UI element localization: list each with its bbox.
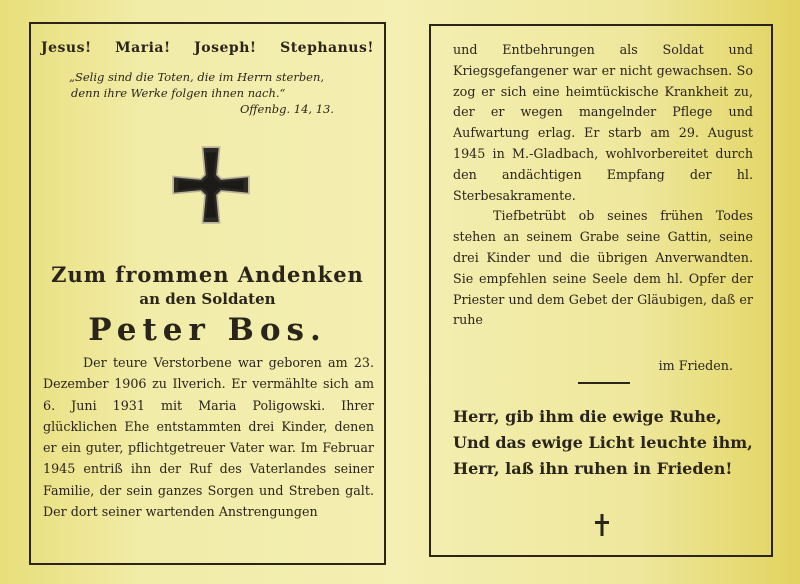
prayer-line-3: Herr, laß ihn ruhen in Frieden!: [453, 459, 733, 478]
biography-text: [43, 352, 374, 522]
obituary-paragraph-1: und Entbehrungen als Soldat und Kriegsgefangener war er nicht gewachsen. So zog er sich eine heimtückische Krankheit zu, der er wegen mangelnder Pflege und Aufwartung erlag. Er starb am 29. August 1945 in M.-Gladbach, wohlvorbereitet durch den andächtigen Empfang der hl. Sterbesakramente.: [453, 42, 753, 203]
saint-jesus: Jesus!: [41, 40, 92, 56]
saints-invocation: [41, 40, 374, 56]
memorial-subheading: an den Soldaten: [139, 290, 276, 308]
right-panel: [429, 24, 773, 557]
quote-reference: Offenbg. 14, 13.: [239, 102, 334, 116]
obituary-paragraph-2: Tiefbetrübt ob seines frühen Todes stehen an seinem Grabe seine Gattin, seine drei Kinder und die übrigen Anverwandten. Sie empfehlen seine Seele dem hl. Opfer der Priester und dem Gebet der Gläubigen, daß er ruhe: [453, 208, 753, 328]
obituary-text: [453, 40, 753, 331]
quote-line-1: „Selig sind die Toten, die im Herrn sterben,: [69, 70, 325, 84]
bible-quote: [69, 69, 370, 117]
divider-rule: [578, 382, 630, 384]
saint-stephanus: Stephanus!: [280, 40, 374, 56]
small-cross-icon: [594, 514, 610, 536]
saint-joseph: Joseph!: [194, 40, 257, 56]
deceased-name: Peter Bos.: [88, 312, 327, 348]
prayer-line-1: Herr, gib ihm die ewige Ruhe,: [453, 407, 722, 426]
prayer-text: [453, 404, 757, 482]
saint-maria: Maria!: [115, 40, 171, 56]
left-panel: [29, 22, 386, 565]
prayer-line-2: Und das ewige Licht leuchte ihm,: [453, 433, 753, 452]
obituary-closing: im Frieden.: [658, 358, 733, 373]
memorial-heading: Zum frommen Andenken: [51, 262, 364, 287]
quote-line-2: denn ihre Werke folgen ihnen nach.“: [71, 86, 286, 100]
iron-cross-icon: [168, 142, 254, 228]
biography-paragraph: Der teure Verstorbene war geboren am 23. Dezember 1906 zu Ilverich. Er vermählte sich am 6. Juni 1931 mit Maria Poligowski. Ihrer glücklichen Ehe entstammten drei Kinder, denen er ein guter, pflichtgetreuer Vater war. Im Februar 1945 entriß ihn der Ruf des Vaterlandes seiner Familie, der sein ganzes Sorgen und Streben galt. Der dort seiner wartenden Anstrengungen: [43, 355, 374, 520]
